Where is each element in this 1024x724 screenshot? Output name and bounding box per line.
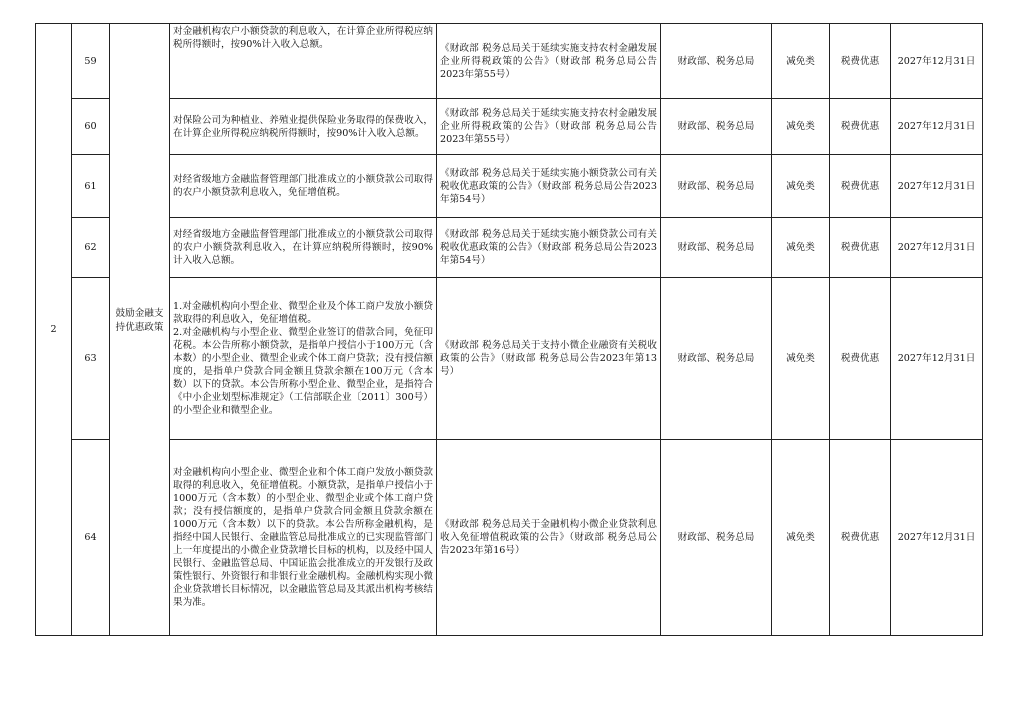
nature-cell: 税费优惠 — [830, 440, 891, 636]
type-cell: 减免类 — [772, 155, 830, 218]
row-number-cell: 62 — [72, 218, 110, 278]
policy-basis-cell: 《财政部 税务总局关于金融机构小微企业贷款利息收入免征增值税政策的公告》（财政部 税务总局公告2023年第16号） — [437, 440, 661, 636]
policy-basis-cell: 《财政部 税务总局关于延续实施支持农村金融发展企业所得税政策的公告》（财政部 税务总局公告2023年第55号） — [437, 24, 661, 99]
policy-content-cell: 对金融机构向小型企业、微型企业和个体工商户发放小额贷款取得的利息收入，免征增值税。小额贷款，是指单户授信小于1000万元（含本数）的小型企业、微型企业或个体工商户贷款；没有授信额度的，是指单户贷款合同金额且贷款余额在1000万元（含本数）以下的贷款。本公告所称金融机构，是指经中国人民银行、金融监管总局批准成立的已实现监管部门上一年度提出的小微企业贷款增长目标的机构，以及经中国人民银行、金融监管总局、中国证监会批准成立的开发银行及政策性银行、外资银行和非银行业金融机构。金融机构实现小微企业贷款增长目标情况，以金融监管总局及其派出机构考核结果为准。 — [170, 440, 437, 636]
table-row — [36, 278, 983, 440]
category-label: 鼓励金融支持优惠政策 — [115, 307, 164, 333]
policy-basis-cell: 《财政部 税务总局关于延续实施支持农村金融发展企业所得税政策的公告》（财政部 税务总局公告2023年第55号） — [437, 99, 661, 155]
policy-basis-cell: 《财政部 税务总局关于延续实施小额贷款公司有关税收优惠政策的公告》（财政部 税务总局公告2023年第54号） — [437, 218, 661, 278]
table-row — [36, 24, 983, 99]
policy-content-cell: 1.对金融机构向小型企业、微型企业及个体工商户发放小额贷款取得的利息收入，免征增值税。 2.对金融机构与小型企业、微型企业签订的借款合同，免征印花税。本公告所称小额贷款，是指单户授信小于100万元（含本数）的小型企业、微型企业或个体工商户贷款；没有授信额度的，是指单户贷款合同金额且贷款余额在100万元（含本数）以下的贷款。本公告所称小型企业、微型企业，是指符合《中小企业划型标准规定》（工信部联企业〔2011〕300号）的小型企业和微型企业。 — [170, 278, 437, 440]
row-number-cell: 61 — [72, 155, 110, 218]
policy-basis-cell: 《财政部 税务总局关于支持小微企业融资有关税收政策的公告》（财政部 税务总局公告2023年第13号） — [437, 278, 661, 440]
row-number-cell: 63 — [72, 278, 110, 440]
deadline-cell: 2027年12月31日 — [891, 99, 983, 155]
policy-content-cell: 对金融机构农户小额贷款的利息收入，在计算企业所得税应纳税所得额时，按90%计入收入总额。 — [170, 24, 437, 99]
nature-cell: 税费优惠 — [830, 218, 891, 278]
table-row — [36, 440, 983, 636]
deadline-cell: 2027年12月31日 — [891, 24, 983, 99]
type-cell: 减免类 — [772, 278, 830, 440]
type-cell: 减免类 — [772, 99, 830, 155]
row-number-cell: 64 — [72, 440, 110, 636]
nature-cell: 税费优惠 — [830, 24, 891, 99]
row-number-cell: 60 — [72, 99, 110, 155]
policy-basis-cell: 《财政部 税务总局关于延续实施小额贷款公司有关税收优惠政策的公告》（财政部 税务总局公告2023年第54号） — [437, 155, 661, 218]
category-cell — [110, 24, 170, 636]
table-row — [36, 218, 983, 278]
policy-content-cell: 对经省级地方金融监督管理部门批准成立的小额贷款公司取得的农户小额贷款利息收入，在计算应纳税所得额时，按90%计入收入总额。 — [170, 218, 437, 278]
department-cell: 财政部、税务总局 — [661, 24, 772, 99]
group-number-cell: 2 — [36, 24, 72, 636]
deadline-cell: 2027年12月31日 — [891, 155, 983, 218]
policy-content-cell: 对经省级地方金融监督管理部门批准成立的小额贷款公司取得的农户小额贷款利息收入，免征增值税。 — [170, 155, 437, 218]
policy-content-cell: 对保险公司为种植业、养殖业提供保险业务取得的保费收入，在计算企业所得税应纳税所得额时，按90%计入收入总额。 — [170, 99, 437, 155]
department-cell: 财政部、税务总局 — [661, 218, 772, 278]
nature-cell: 税费优惠 — [830, 155, 891, 218]
policy-table — [35, 23, 983, 636]
deadline-cell: 2027年12月31日 — [891, 278, 983, 440]
type-cell: 减免类 — [772, 218, 830, 278]
type-cell: 减免类 — [772, 24, 830, 99]
table-row — [36, 99, 983, 155]
deadline-cell: 2027年12月31日 — [891, 218, 983, 278]
nature-cell: 税费优惠 — [830, 278, 891, 440]
department-cell: 财政部、税务总局 — [661, 278, 772, 440]
department-cell: 财政部、税务总局 — [661, 99, 772, 155]
table-row — [36, 155, 983, 218]
type-cell: 减免类 — [772, 440, 830, 636]
deadline-cell: 2027年12月31日 — [891, 440, 983, 636]
row-number-cell: 59 — [72, 24, 110, 99]
nature-cell: 税费优惠 — [830, 99, 891, 155]
department-cell: 财政部、税务总局 — [661, 440, 772, 636]
department-cell: 财政部、税务总局 — [661, 155, 772, 218]
